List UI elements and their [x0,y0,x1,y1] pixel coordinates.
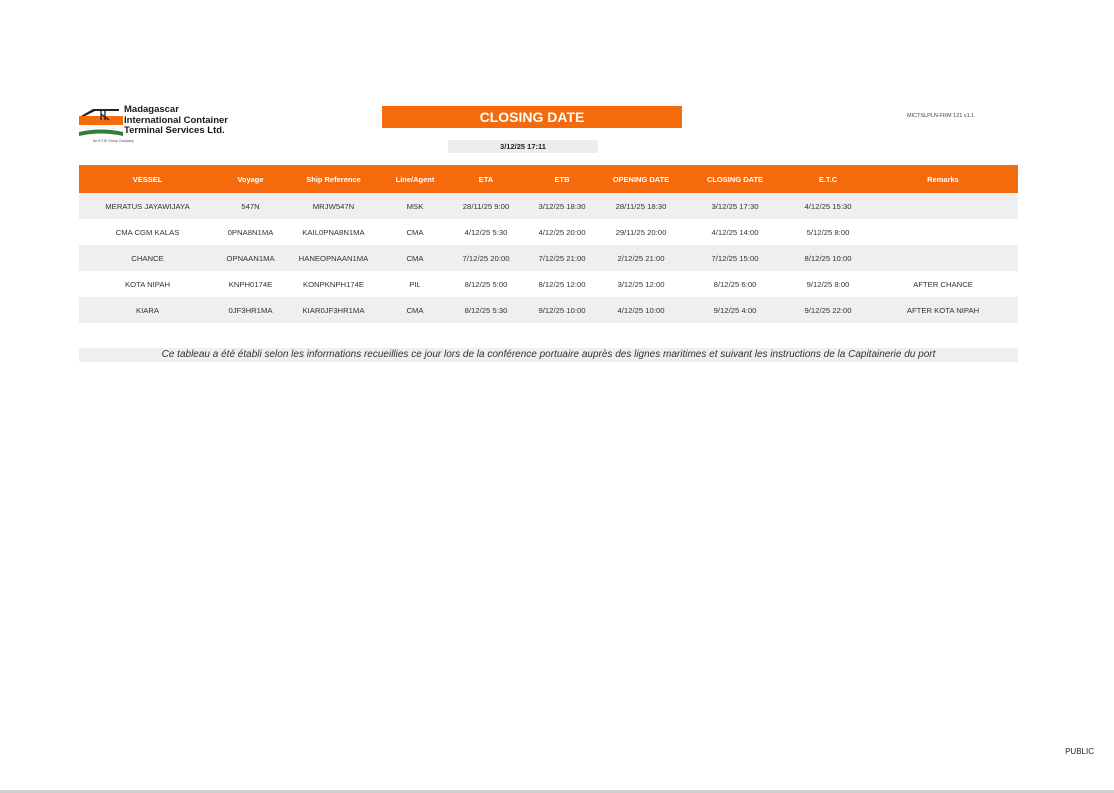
cell-voyage: 0JF3HR1MA [216,297,285,323]
cell-opening-date: 29/11/25 20:00 [600,219,682,245]
cell-ship-reference: HANEOPNAAN1MA [285,245,382,271]
form-code: MICTSLPLN-FRM 121 v1.1 [907,113,975,119]
cell-eta: 8/12/25 5:00 [448,271,524,297]
cell-eta: 28/11/25 9:00 [448,193,524,219]
column-header-opening-date: OPENING DATE [600,165,682,193]
cell-closing-date: 3/12/25 17:30 [682,193,788,219]
page-title: CLOSING DATE [382,106,682,128]
cell-ship-reference: KIAR0JF3HR1MA [285,297,382,323]
cell-closing-date: 9/12/25 4:00 [682,297,788,323]
cell-etc: 9/12/25 22:00 [788,297,868,323]
column-header-voyage: Voyage [216,165,285,193]
cell-opening-date: 3/12/25 12:00 [600,271,682,297]
logo-line-2: International Container [124,114,228,126]
cell-etc: 4/12/25 15:30 [788,193,868,219]
cell-eta: 7/12/25 20:00 [448,245,524,271]
classification-label: PUBLIC [1065,747,1094,756]
cell-eta: 4/12/25 5:30 [448,219,524,245]
cell-vessel: CMA CGM KALAS [79,219,216,245]
cell-etc: 8/12/25 10:00 [788,245,868,271]
logo-tagline: An ICTSI Group Company [93,139,134,143]
table-row [79,193,1018,219]
logo-line-3: Terminal Services Ltd. [124,125,225,136]
cell-voyage: 547N [216,193,285,219]
cell-line-agent: PIL [382,271,448,297]
column-header-line-agent: Line/Agent [382,165,448,193]
closing-date-table [79,165,1018,323]
footer-note: Ce tableau a été établi selon les informations recueillies ce jour lors de la conférence portuaire auprès des lignes maritimes et suivant les instructions de la Capitainerie du port [79,348,1018,362]
column-header-eta: ETA [448,165,524,193]
column-header-etc: E.T.C [788,165,868,193]
cell-opening-date: 2/12/25 21:00 [600,245,682,271]
cell-line-agent: MSK [382,193,448,219]
cell-remarks: AFTER KOTA NIPAH [868,297,1018,323]
column-header-closing-date: CLOSING DATE [682,165,788,193]
table-row [79,297,1018,323]
cell-eta: 8/12/25 5:30 [448,297,524,323]
crane-logo-icon [79,106,123,138]
cell-etb: 9/12/25 10:00 [524,297,600,323]
cell-line-agent: CMA [382,219,448,245]
cell-etb: 4/12/25 20:00 [524,219,600,245]
company-logo [79,104,249,146]
cell-closing-date: 8/12/25 6:00 [682,271,788,297]
cell-etb: 7/12/25 21:00 [524,245,600,271]
cell-vessel: KIARA [79,297,216,323]
table-row [79,245,1018,271]
cell-line-agent: CMA [382,245,448,271]
cell-voyage: 0PNA8N1MA [216,219,285,245]
cell-line-agent: CMA [382,297,448,323]
cell-voyage: OPNAAN1MA [216,245,285,271]
cell-remarks: AFTER CHANCE [868,271,1018,297]
cell-etc: 5/12/25 8:00 [788,219,868,245]
cell-remarks [868,193,1018,219]
cell-ship-reference: KONPKNPH174E [285,271,382,297]
table-row [79,219,1018,245]
cell-opening-date: 28/11/25 18:30 [600,193,682,219]
cell-remarks [868,245,1018,271]
cell-ship-reference: MRJW547N [285,193,382,219]
table-row [79,271,1018,297]
column-header-vessel: VESSEL [79,165,216,193]
report-datetime: 3/12/25 17:11 [448,140,598,153]
table-header-row [79,165,1018,193]
cell-vessel: KOTA NIPAH [79,271,216,297]
column-header-etb: ETB [524,165,600,193]
column-header-ship-reference: Ship Reference [285,165,382,193]
column-header-remarks: Remarks [868,165,1018,193]
cell-opening-date: 4/12/25 10:00 [600,297,682,323]
cell-closing-date: 7/12/25 15:00 [682,245,788,271]
logo-line-1: Madagascar [124,104,179,115]
cell-etc: 9/12/25 8:00 [788,271,868,297]
cell-etb: 3/12/25 18:30 [524,193,600,219]
cell-voyage: KNPH0174E [216,271,285,297]
cell-vessel: CHANCE [79,245,216,271]
cell-closing-date: 4/12/25 14:00 [682,219,788,245]
cell-etb: 8/12/25 12:00 [524,271,600,297]
cell-vessel: MERATUS JAYAWIJAYA [79,193,216,219]
cell-remarks [868,219,1018,245]
cell-ship-reference: KAIL0PNA8N1MA [285,219,382,245]
